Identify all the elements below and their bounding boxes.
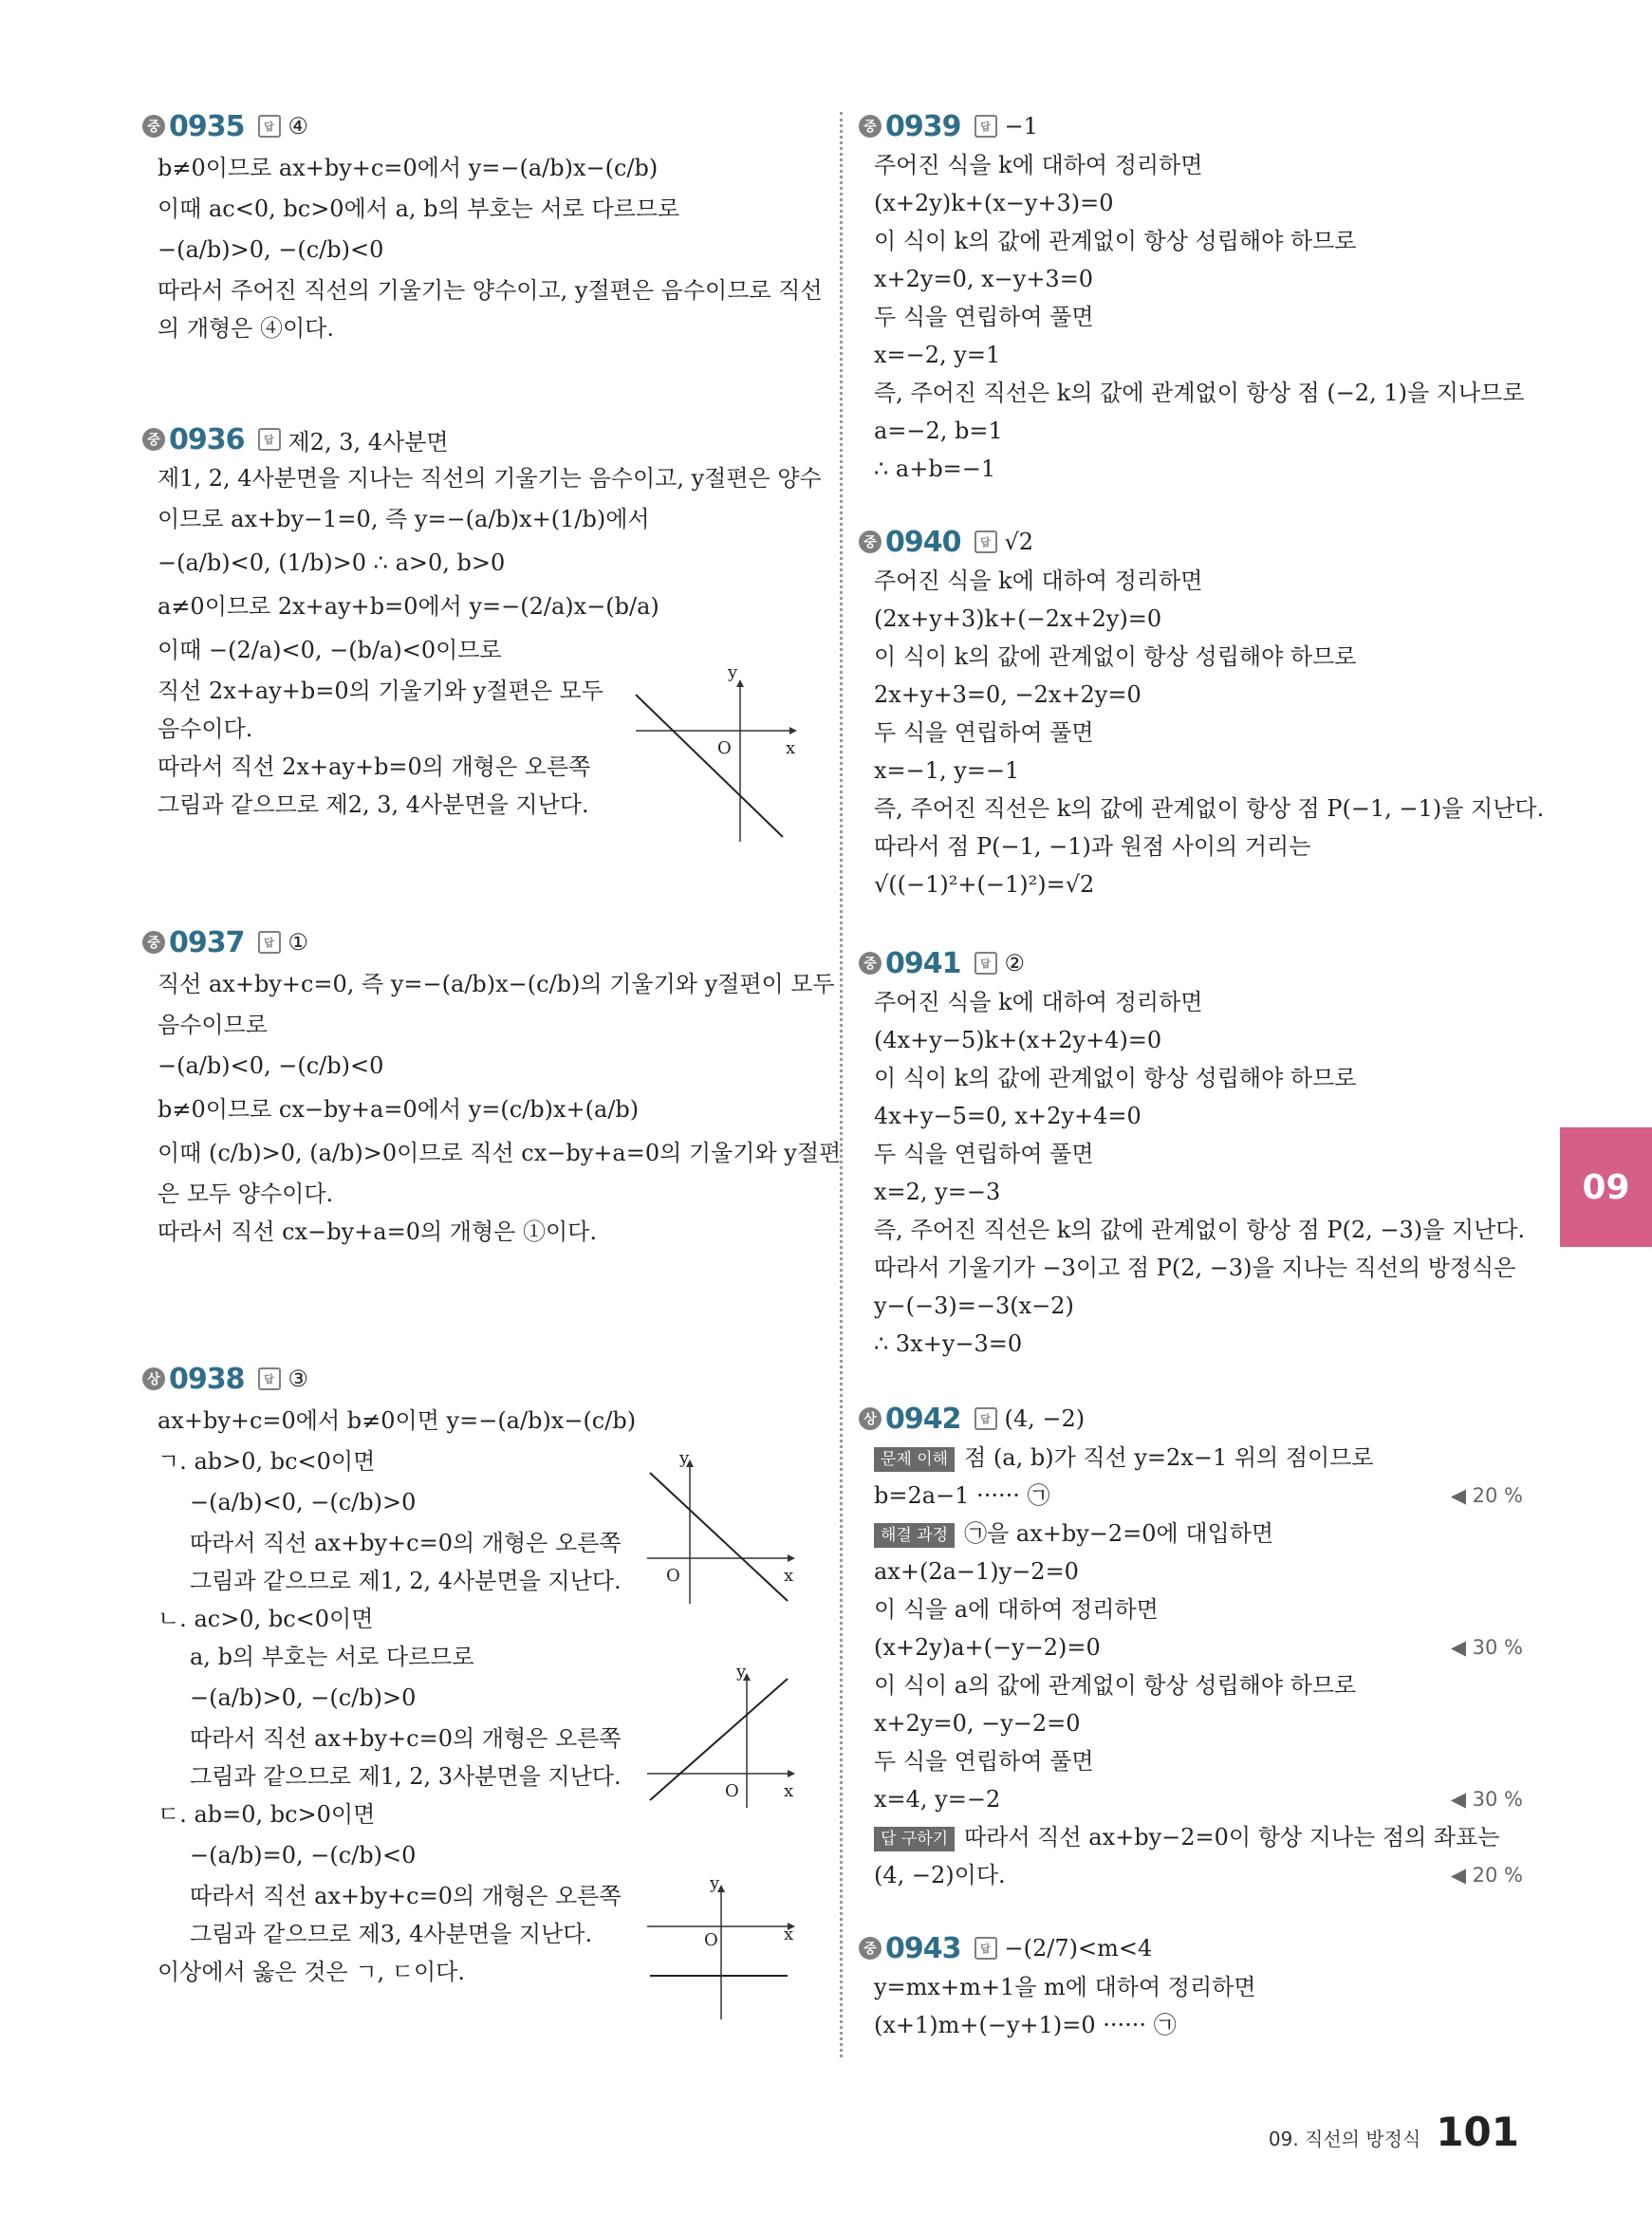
solution-line: ax+by+c=0에서 b≠0이면 y=−(a/b)x−(c/b) [158, 1407, 637, 1434]
solution-line: 즉, 주어진 직선은 k의 값에 관계없이 항상 점 P(−1, −1)을 지난다. [874, 795, 1545, 822]
footer-chapter-title: 09. 직선의 방정식 [1268, 2128, 1421, 2150]
solution-line: b≠0이므로 ax+by+c=0에서 y=−(a/b)x−(c/b) [158, 155, 659, 181]
origin-label: O [704, 1930, 718, 1950]
problem-number: 0941 [885, 946, 961, 980]
solution-line: −(a/b)<0, −(c/b)<0 [158, 1052, 384, 1079]
solution-line: ∴ 3x+y−3=0 [874, 1330, 1023, 1357]
answer-tag: 답 [974, 530, 997, 553]
solution-line: 의 개형은 ④이다. [158, 315, 334, 342]
answer: ② [1004, 950, 1026, 976]
solution-line [859, 1477, 1523, 1515]
answer: −(2/7)<m<4 [1004, 1935, 1153, 1962]
answer-tag: 답 [258, 931, 281, 954]
solution-line: 두 식을 연립하여 풀면 [874, 304, 1094, 330]
solution-line: 이때 ac<0, bc>0에서 a, b의 부호는 서로 다르므로 [158, 195, 680, 222]
problem-header [142, 1359, 807, 1399]
solution-line: 이 식이 k의 값에 관계없이 항상 성립해야 하므로 [874, 643, 1357, 670]
solution-line: −(a/b)=0, −(c/b)<0 [190, 1842, 417, 1869]
y-axis-label: y [679, 1448, 690, 1468]
problem-header [142, 106, 807, 146]
problem-header [142, 419, 807, 459]
solution-line [859, 1439, 1523, 1477]
solution-line: −(a/b)<0, (1/b)>0 ∴ a>0, b>0 [158, 549, 506, 576]
solution-line: x=−2, y=1 [874, 342, 1001, 368]
solution-text: 점 (a, b)가 직선 y=2x−1 위의 점이므로 [964, 1444, 1374, 1471]
answer-tag: 답 [974, 952, 997, 975]
solution-line: 직선 ax+by+c=0, 즉 y=−(a/b)x−(c/b)의 기울기와 y절편이 모두 [158, 971, 835, 997]
answer: √2 [1004, 529, 1034, 555]
problem-0935 [142, 106, 823, 347]
difficulty-badge: 중 [142, 115, 165, 138]
solution-line: √((−1)²+(−1)²)=√2 [874, 871, 1095, 898]
problem-number: 0940 [885, 525, 961, 559]
solution-line [859, 1515, 1523, 1553]
solution-line: 즉, 주어진 직선은 k의 값에 관계없이 항상 점 (−2, 1)을 지나므로 [874, 380, 1525, 406]
solution-line: 두 식을 연립하여 풀면 [874, 719, 1094, 746]
answer: −1 [1004, 113, 1038, 139]
problem-header [142, 922, 807, 962]
y-axis-label: y [728, 662, 738, 682]
solution-line: 음수이다. [158, 716, 253, 742]
solution-line: 이 식이 k의 값에 관계없이 항상 성립해야 하므로 [874, 228, 1357, 254]
solution-line: 따라서 직선 cx−by+a=0의 개형은 ①이다. [158, 1218, 597, 1245]
y-axis-label: y [710, 1873, 720, 1893]
answer-tag: 답 [258, 1367, 281, 1390]
answer-tag: 답 [974, 1407, 997, 1430]
solution-line: 즉, 주어진 직선은 k의 값에 관계없이 항상 점 P(2, −3)을 지난다. [874, 1217, 1526, 1243]
problem-number: 0939 [885, 109, 961, 143]
solution-line: −(a/b)<0, −(c/b)>0 [190, 1489, 417, 1516]
solution-line: b≠0이므로 cx−by+a=0에서 y=(c/b)x+(a/b) [158, 1096, 640, 1123]
solution-line: x=2, y=−3 [874, 1179, 1001, 1205]
solution-line: (4x+y−5)k+(x+2y+4)=0 [874, 1027, 1162, 1053]
answer: ① [288, 929, 309, 956]
solution-line: 그림과 같으므로 제1, 2, 3사분면을 지난다. [190, 1763, 622, 1790]
answer-tag: 답 [974, 115, 997, 138]
step-label-understand: 문제 이해 [874, 1447, 955, 1472]
solution-line [859, 1818, 1523, 1856]
problem-header [859, 1928, 1523, 1968]
score-percent: ◀ 30 % [1450, 1788, 1523, 1811]
solution-line: 주어진 식을 k에 대하여 정리하면 [874, 567, 1203, 594]
difficulty-badge: 상 [142, 1367, 165, 1390]
graph-0938-b [645, 1662, 797, 1813]
difficulty-badge: 중 [859, 530, 882, 553]
solution-line: a=−2, b=1 [874, 418, 1003, 444]
solution-line: ax+(2a−1)y−2=0 [874, 1558, 1079, 1585]
solution-line: 주어진 식을 k에 대하여 정리하면 [874, 989, 1203, 1015]
page-number: 101 [1436, 2109, 1519, 2155]
solution-line: 따라서 직선 ax+by+c=0의 개형은 오른쪽 [190, 1725, 622, 1752]
difficulty-badge: 중 [859, 115, 882, 138]
solution-line: (x+1)m+(−y+1)=0 ······ ㉠ [874, 2012, 1177, 2038]
origin-label: O [717, 738, 732, 758]
solution-line: 이상에서 옳은 것은 ㄱ, ㄷ이다. [158, 1959, 465, 1985]
problem-0936 [142, 419, 822, 824]
solution-line: (x+2y)k+(x−y+3)=0 [874, 190, 1114, 216]
solution-line: 이 식이 k의 값에 관계없이 항상 성립해야 하므로 [874, 1065, 1357, 1091]
solution-line: 따라서 점 P(−1, −1)과 원점 사이의 거리는 [874, 833, 1311, 860]
y-axis-label: y [736, 1662, 747, 1682]
x-axis-label: x [786, 738, 796, 758]
solution-line: 따라서 직선 2x+ay+b=0의 개형은 오른쪽 [158, 753, 591, 780]
problem-0937 [142, 922, 842, 1251]
solution-line: x+2y=0, −y−2=0 [874, 1710, 1081, 1737]
solution-text: (x+2y)a+(−y−2)=0 [874, 1634, 1101, 1661]
solution-line [859, 1628, 1523, 1666]
solution-text: x=4, y=−2 [874, 1786, 1001, 1813]
problem-header [859, 1399, 1523, 1439]
solution-line: 그림과 같으므로 제3, 4사분면을 지난다. [190, 1921, 593, 1947]
solution-line: y−(−3)=−3(x−2) [874, 1292, 1074, 1319]
difficulty-badge: 중 [859, 1937, 882, 1960]
solution-line [859, 1780, 1523, 1818]
solution-text: ㉠을 ax+by−2=0에 대입하면 [964, 1520, 1274, 1547]
score-percent: ◀ 20 % [1450, 1864, 1523, 1887]
solution-line: 따라서 직선 ax+by+c=0의 개형은 오른쪽 [190, 1530, 622, 1556]
solution-line: x=−1, y=−1 [874, 757, 1020, 784]
graph-0938-c [645, 1873, 797, 2025]
solution-line: 이 식이 a의 값에 관계없이 항상 성립해야 하므로 [874, 1672, 1357, 1699]
problem-0939 [859, 106, 1523, 488]
difficulty-badge: 상 [859, 1407, 882, 1430]
answer-tag: 답 [974, 1937, 997, 1960]
solution-line: 직선 2x+ay+b=0의 기울기와 y절편은 모두 [158, 678, 603, 704]
step-label-answer: 답 구하기 [874, 1827, 955, 1851]
solution-line: (2x+y+3)k+(−2x+2y)=0 [874, 605, 1162, 632]
problem-0938 [142, 1359, 807, 1991]
answer: 제2, 3, 4사분면 [288, 428, 449, 456]
chapter-tab: 09 [1560, 1127, 1652, 1247]
score-percent: ◀ 30 % [1450, 1636, 1523, 1659]
difficulty-badge: 중 [142, 931, 165, 954]
answer-tag: 답 [258, 115, 281, 138]
solution-line: 이므로 ax+by−1=0, 즉 y=−(a/b)x+(1/b)에서 [158, 506, 650, 532]
x-axis-label: x [784, 1566, 794, 1586]
answer-tag: 답 [258, 428, 281, 451]
problem-0943 [859, 1928, 1523, 2044]
solution-line: 이때 (c/b)>0, (a/b)>0이므로 직선 cx−by+a=0의 기울기와 y절편 [158, 1140, 842, 1166]
solution-line: 이 식을 a에 대하여 정리하면 [874, 1596, 1159, 1623]
solution-line: 2x+y+3=0, −2x+2y=0 [874, 681, 1142, 708]
solution-line: 따라서 직선 ax+by+c=0의 개형은 오른쪽 [190, 1883, 622, 1909]
step-label-solve: 해결 과정 [874, 1523, 955, 1548]
solution-line: 은 모두 양수이다. [158, 1181, 334, 1207]
problem-number: 0943 [885, 1931, 961, 1965]
answer: ③ [288, 1366, 309, 1392]
solution-line: 4x+y−5=0, x+2y+4=0 [874, 1103, 1142, 1129]
solution-text: 따라서 직선 ax+by−2=0이 항상 지나는 점의 좌표는 [964, 1824, 1500, 1850]
footer [1269, 2109, 1519, 2155]
solution-line: y=mx+m+1을 m에 대하여 정리하면 [874, 1974, 1256, 2000]
solution-line: 주어진 식을 k에 대하여 정리하면 [874, 152, 1203, 178]
graph-0936 [626, 662, 797, 850]
origin-label: O [725, 1781, 739, 1801]
problem-number: 0942 [885, 1402, 961, 1436]
graph-0938-a [645, 1448, 797, 1609]
solution-line: −(a/b)>0, −(c/b)>0 [190, 1684, 417, 1711]
difficulty-badge: 중 [859, 952, 882, 975]
solution-line: x+2y=0, x−y+3=0 [874, 266, 1094, 292]
solution-line: 이때 −(2/a)<0, −(b/a)<0이므로 [158, 637, 502, 663]
x-axis-label: x [784, 1781, 794, 1801]
problem-number: 0936 [169, 422, 245, 456]
problem-0942 [859, 1399, 1523, 1894]
problem-number: 0937 [169, 925, 245, 959]
solution-line: 음수이므로 [158, 1012, 268, 1038]
solution-text: b=2a−1 ······ ㉠ [874, 1482, 1050, 1509]
score-percent: ◀ 20 % [1450, 1484, 1523, 1507]
problem-number: 0935 [169, 109, 245, 143]
solution-line: 그림과 같으므로 제1, 2, 4사분면을 지난다. [190, 1568, 622, 1594]
solution-line: a≠0이므로 2x+ay+b=0에서 y=−(2/a)x−(b/a) [158, 593, 659, 620]
problem-header [859, 106, 1523, 146]
answer: (4, −2) [1004, 1405, 1086, 1432]
column-divider [840, 112, 843, 2057]
solution-line: 따라서 기울기가 −3이고 점 P(2, −3)을 지나는 직선의 방정식은 [874, 1255, 1516, 1281]
solution-line: a, b의 부호는 서로 다르므로 [190, 1644, 474, 1670]
solution-line: 따라서 주어진 직선의 기울기는 양수이고, y절편은 음수이므로 직선 [158, 277, 823, 304]
solution-line: 그림과 같으므로 제2, 3, 4사분면을 지난다. [158, 791, 589, 818]
solution-line: 제1, 2, 4사분면을 지나는 직선의 기울기는 음수이고, y절편은 양수 [158, 465, 822, 492]
problem-header [859, 943, 1523, 983]
problem-0940 [859, 522, 1545, 903]
solution-line: 두 식을 연립하여 풀면 [874, 1748, 1094, 1775]
difficulty-badge: 중 [142, 428, 165, 451]
origin-label: O [666, 1566, 680, 1586]
answer: ④ [288, 113, 309, 139]
solution-line [859, 1856, 1523, 1894]
solution-text: (4, −2)이다. [874, 1862, 1006, 1888]
solution-line: 두 식을 연립하여 풀면 [874, 1141, 1094, 1167]
problem-number: 0938 [169, 1362, 245, 1396]
solution-line: ∴ a+b=−1 [874, 456, 996, 482]
problem-0941 [859, 943, 1526, 1363]
solution-line: −(a/b)>0, −(c/b)<0 [158, 236, 384, 263]
x-axis-label: x [784, 1925, 794, 1944]
solution-line: ㄴ. ac>0, bc<0이면 [158, 1606, 374, 1632]
solution-line: ㄷ. ab=0, bc>0이면 [158, 1801, 376, 1828]
problem-header [859, 522, 1523, 562]
solution-line: ㄱ. ab>0, bc<0이면 [158, 1448, 376, 1475]
